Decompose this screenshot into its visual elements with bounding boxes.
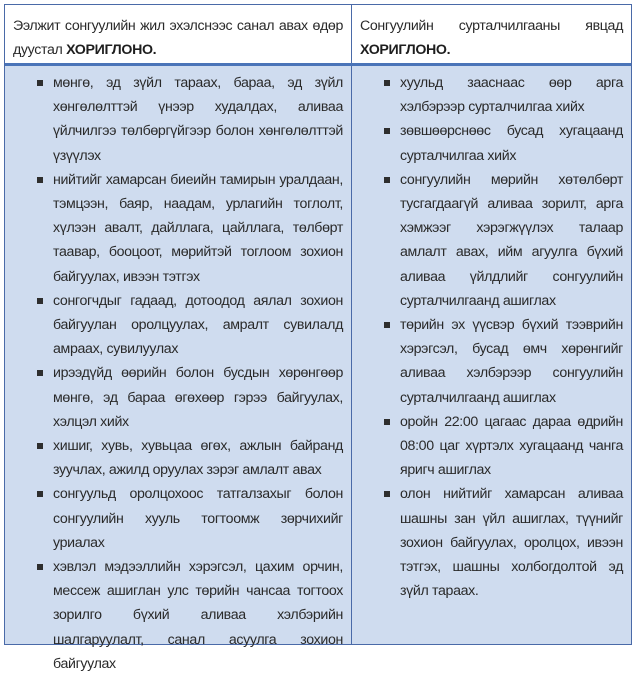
square-bullet-icon	[384, 128, 390, 134]
list-item-text: оройн 22:00 цагаас дараа өдрийн 08:00 цаг хүртэлх хугацаанд чанга яригч ашиглах	[400, 413, 623, 479]
list-item	[35, 168, 343, 289]
list-item	[382, 119, 623, 167]
square-bullet-icon	[37, 443, 43, 449]
prohibitions-table	[4, 4, 632, 672]
list-item	[382, 168, 623, 313]
list-item-text: хэвлэл мэдээллийн хэрэгсэл, цахим орчин, мессеж ашиглан улс төрийн чансаа тогтоох зорилго бүхий аливаа хэлбэрийн шалгаруулалт, санал асуулга зохион байгуулах	[53, 559, 343, 672]
list-item-text: хуульд зааснаас өөр арга хэлбэрээр сурталчилгаа хийх	[400, 75, 623, 116]
list-item-text: сонгогчдыг гадаад, дотоодод аялал зохион байгуулан оролцуулах, амралт сувилалд амраах, сувилуулах	[53, 292, 343, 358]
list-item	[35, 555, 343, 676]
square-bullet-icon	[384, 491, 390, 497]
list-item	[382, 313, 623, 410]
square-bullet-icon	[384, 177, 390, 183]
list-item	[35, 361, 343, 434]
list-item-text: хишиг, хувь, хувьцаа өгөх, ажлын байранд зуучлах, ажилд оруулах зэрэг амлалт авах	[53, 438, 343, 479]
square-bullet-icon	[384, 419, 390, 425]
right-column	[351, 66, 631, 644]
table-body	[5, 66, 631, 672]
list-item	[382, 71, 623, 119]
square-bullet-icon	[37, 564, 43, 570]
right-list	[382, 71, 623, 603]
header-right-text: Сонгуулийн сурталчилгааны явцад	[360, 18, 623, 34]
list-item-text: сонгуульд оролцохоос татгалзахыг болон сонгуулийн хууль тогтоомж зөрчихийг уриалах	[53, 486, 343, 551]
list-item	[35, 482, 343, 555]
list-item	[35, 71, 343, 168]
table-header	[5, 5, 631, 63]
list-item-text: зөвшөөрснөөс бусад хугацаанд сурталчилгаа хийх	[400, 123, 623, 164]
list-item-text: сонгуулийн мөрийн хөтөлбөрт тусгагдаагүй аливаа зорилт, арга хэмжээг хэрэгжүүлэх талаар амлалт авах, ийм агуулга бүхий аливаа үйлдлийг сонгуулийн сурталчилгаанд ашиглах	[400, 171, 623, 309]
square-bullet-icon	[384, 322, 390, 328]
square-bullet-icon	[37, 80, 43, 86]
list-item-text: нийтийг хамарсан биеийн тамирын уралдаан, тэмцээн, баяр, наадам, урлагийн тоглолт, хүлээн авалт, дайллага, цайллага, төлбөрт таавар, бооцоот, мөрийтэй тоглоом зохион байгуулах, ивээн тэтгэх	[53, 171, 343, 285]
list-item	[35, 289, 343, 362]
left-column	[5, 66, 351, 672]
header-left-text: Ээлжит сонгуулийн жил эхэлснээс санал авах өдөр дуустал	[13, 18, 343, 58]
list-item-text: төрийн эх үүсвэр бүхий тээврийн хэрэгсэл, бусад өмч хөрөнгийг аливаа хэлбэрээр сонгуулийн сурталчилгаанд ашиглах	[400, 317, 623, 406]
list-item	[382, 410, 623, 483]
square-bullet-icon	[384, 80, 390, 86]
square-bullet-icon	[37, 298, 43, 304]
header-right-cell	[351, 5, 631, 63]
list-item-text: ирээдүйд өөрийн болон бусдын хөрөнгөөр мөнгө, эд бараа өгөхөөр гэрээ байгуулах, хэлцэл хийх	[53, 365, 343, 430]
list-item	[35, 434, 343, 482]
header-right-bold: ХОРИГЛОНО.	[360, 42, 451, 58]
header-left-cell	[5, 5, 351, 63]
list-item	[382, 482, 623, 603]
square-bullet-icon	[37, 177, 43, 183]
header-left-bold: ХОРИГЛОНО.	[66, 42, 157, 58]
square-bullet-icon	[37, 370, 43, 376]
left-list	[35, 71, 343, 676]
square-bullet-icon	[37, 491, 43, 497]
list-item-text: мөнгө, эд зүйл тараах, бараа, эд зүйл хөнгөлөлттэй үнээр худалдах, аливаа үйлчилгээ төлбөргүйгээр болон хөнгөлөлттэй үзүүлэх	[53, 75, 343, 164]
list-item-text: олон нийтийг хамарсан аливаа шашны зан үйл ашиглах, түүнийг зохион байгуулах, оролцох, ивээн тэтгэх, шашны холбогдолтой эд зүйл тараах.	[400, 486, 623, 600]
